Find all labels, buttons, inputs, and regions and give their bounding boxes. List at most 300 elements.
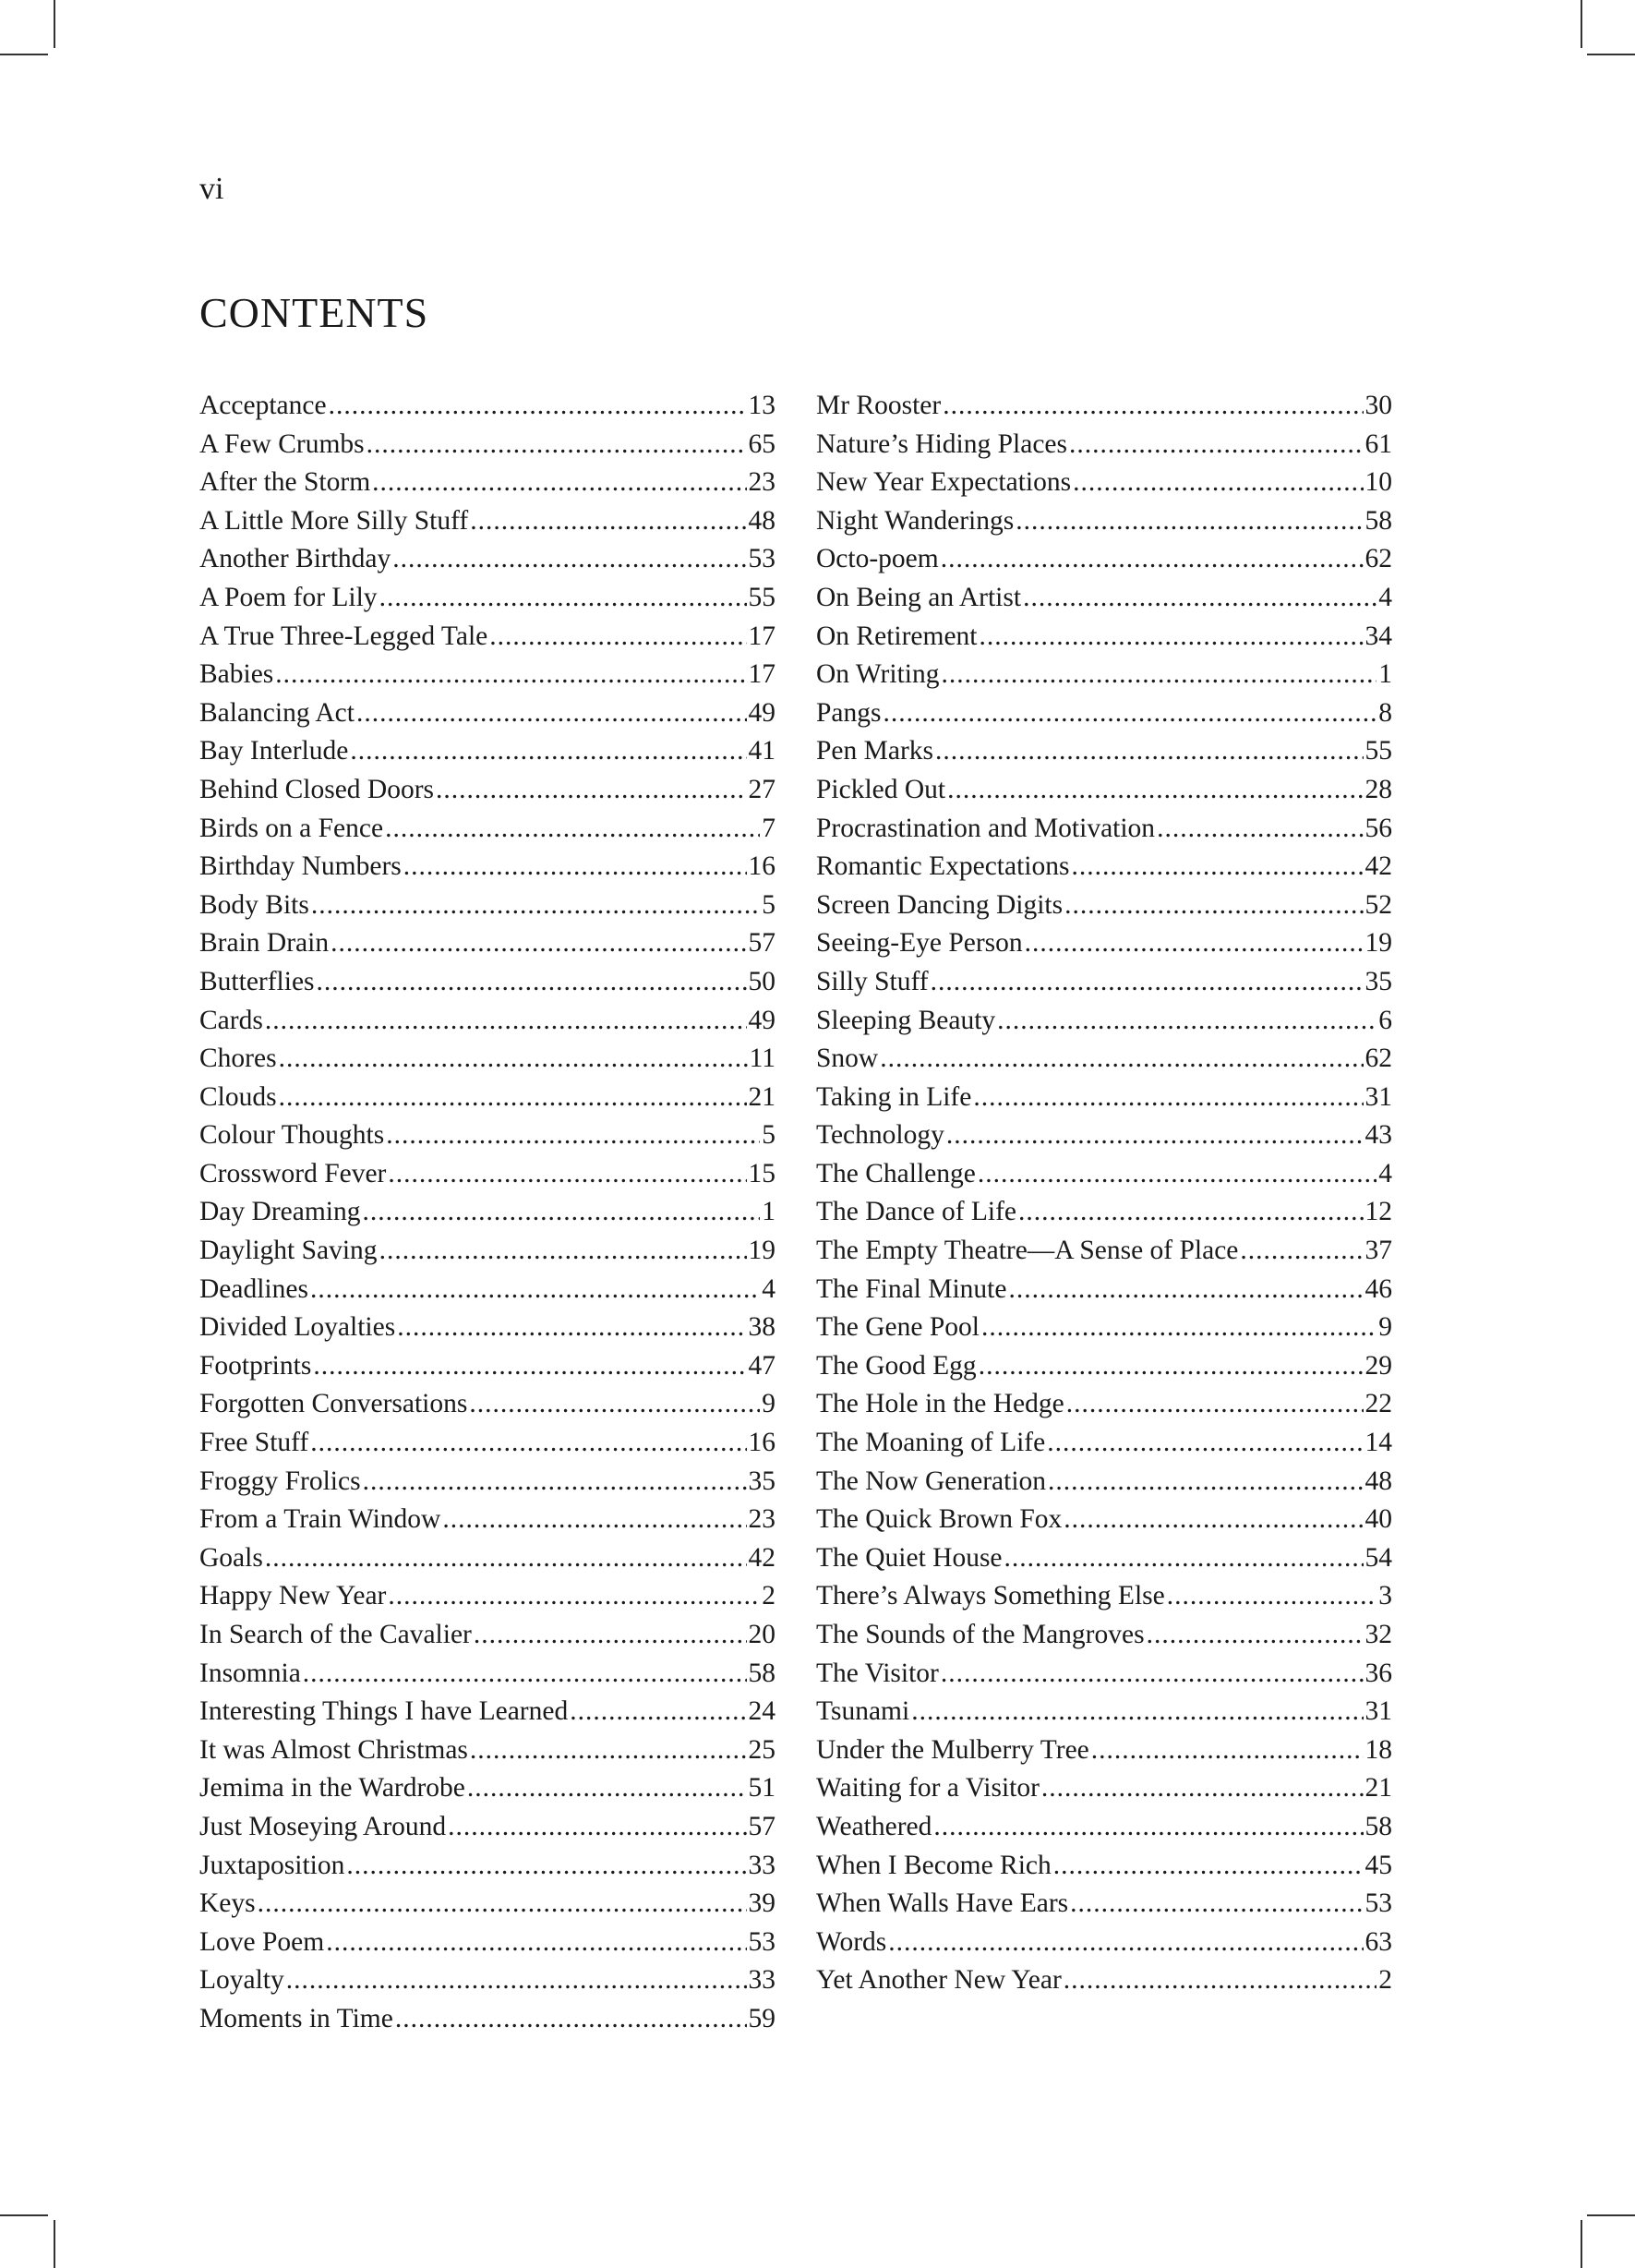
toc-entry-page: 53 xyxy=(1365,1888,1392,1919)
toc-entry xyxy=(816,694,1392,733)
toc-entry-title: Jemima in the Wardrobe xyxy=(199,1773,465,1804)
dot-leader xyxy=(313,1347,746,1386)
dot-leader xyxy=(880,1040,1363,1079)
dot-leader xyxy=(436,771,746,810)
toc-entry-title: Procrastination and Motivation xyxy=(816,813,1156,843)
toc-entry xyxy=(199,1385,775,1424)
dot-leader xyxy=(1073,464,1363,502)
toc-entry xyxy=(816,464,1392,502)
toc-entry xyxy=(816,1040,1392,1079)
toc-entry-title: Yet Another New Year xyxy=(816,1965,1062,1996)
dot-leader xyxy=(310,1424,746,1463)
toc-entry xyxy=(199,1155,775,1194)
toc-entry xyxy=(199,426,775,464)
dot-leader xyxy=(331,924,746,963)
toc-entry xyxy=(816,1539,1392,1578)
toc-entry xyxy=(199,1347,775,1386)
dot-leader xyxy=(1016,502,1363,541)
crop-mark-top-left-horizontal xyxy=(0,54,48,55)
toc-entry xyxy=(199,1885,775,1924)
dot-leader xyxy=(1041,1769,1364,1808)
toc-entry xyxy=(199,1655,775,1694)
toc-entry xyxy=(199,2000,775,2039)
toc-entry xyxy=(816,1731,1392,1770)
toc-entry-page: 10 xyxy=(1365,467,1392,498)
toc-entry-page: 19 xyxy=(1365,928,1392,959)
toc-entry-page: 22 xyxy=(1365,1389,1392,1419)
toc-entry-title: Taking in Life xyxy=(816,1081,972,1112)
toc-entry-page: 21 xyxy=(1365,1773,1392,1804)
toc-entry xyxy=(816,1193,1392,1232)
toc-entry-page: 39 xyxy=(748,1888,775,1919)
toc-entry-page: 2 xyxy=(762,1581,775,1611)
dot-leader xyxy=(303,1655,747,1694)
toc-entry-page: 4 xyxy=(1378,582,1392,612)
toc-entry-page: 55 xyxy=(748,582,775,612)
toc-entry-page: 57 xyxy=(748,928,775,959)
dot-leader xyxy=(448,1808,746,1847)
toc-entry-page: 18 xyxy=(1365,1734,1392,1765)
toc-entry-page: 38 xyxy=(748,1312,775,1343)
toc-entry-title: New Year Expectations xyxy=(816,467,1072,498)
toc-entry-title: Weathered xyxy=(816,1811,932,1841)
toc-entry-title: From a Train Window xyxy=(199,1504,441,1535)
toc-entry-page: 42 xyxy=(748,1542,775,1573)
toc-entry xyxy=(199,1116,775,1155)
crop-mark-top-right-horizontal xyxy=(1587,54,1635,55)
toc-entry-page: 17 xyxy=(748,659,775,690)
dot-leader xyxy=(279,1040,748,1079)
toc-entry-page: 21 xyxy=(748,1081,775,1112)
toc-entry-title: Acceptance xyxy=(199,391,327,420)
toc-entry-page: 41 xyxy=(748,736,775,766)
dot-leader xyxy=(470,502,746,541)
toc-entry xyxy=(816,1463,1392,1502)
toc-entry xyxy=(816,1079,1392,1117)
toc-entry xyxy=(816,618,1392,657)
crop-mark-bottom-right-horizontal xyxy=(1587,2214,1635,2216)
toc-entry-title: Words xyxy=(816,1926,887,1957)
dot-leader xyxy=(310,1271,760,1309)
toc-entry xyxy=(199,464,775,502)
dot-leader xyxy=(1064,1501,1363,1539)
toc-entry-title: The Challenge xyxy=(816,1158,976,1188)
toc-entry xyxy=(199,540,775,579)
toc-entry xyxy=(816,1309,1392,1347)
toc-entry-page: 62 xyxy=(1365,544,1392,574)
toc-entry-title: The Good Egg xyxy=(816,1350,977,1381)
toc-entry xyxy=(816,1271,1392,1309)
toc-entry-page: 65 xyxy=(748,428,775,459)
dot-leader xyxy=(442,1501,746,1539)
toc-entry-page: 63 xyxy=(1365,1926,1392,1957)
toc-entry-title: Screen Dancing Digits xyxy=(816,889,1064,920)
toc-entry-page: 14 xyxy=(1365,1428,1392,1458)
dot-leader xyxy=(1025,924,1364,963)
page-number: vi xyxy=(199,172,224,206)
toc-entry-page: 6 xyxy=(1378,1005,1392,1035)
toc-entry-page: 61 xyxy=(1365,428,1392,459)
toc-entry-title: In Search of the Cavalier xyxy=(199,1620,472,1649)
dot-leader xyxy=(1064,887,1363,925)
dot-leader xyxy=(1147,1616,1364,1655)
toc-entry-title: The Quiet House xyxy=(816,1542,1003,1573)
dot-leader xyxy=(362,1193,760,1232)
toc-entry-page: 19 xyxy=(748,1236,775,1266)
toc-entry-page: 62 xyxy=(1365,1044,1392,1074)
dot-leader xyxy=(1023,579,1377,618)
toc-entry-page: 1 xyxy=(1378,659,1392,690)
toc-entry xyxy=(816,1155,1392,1194)
toc-entry-page: 7 xyxy=(762,813,775,843)
toc-entry xyxy=(816,426,1392,464)
toc-entry-title: Daylight Saving xyxy=(199,1236,378,1266)
toc-entry-title: After the Storm xyxy=(199,467,371,498)
toc-entry-page: 4 xyxy=(1378,1158,1392,1188)
dot-leader xyxy=(941,540,1364,579)
dot-leader xyxy=(933,1808,1363,1847)
toc-entry xyxy=(199,1463,775,1502)
dot-leader xyxy=(392,540,746,579)
toc-entry xyxy=(199,694,775,733)
toc-entry-page: 17 xyxy=(748,621,775,651)
toc-entry-title: The Empty Theatre—A Sense of Place xyxy=(816,1236,1239,1266)
toc-entry xyxy=(199,1577,775,1616)
toc-entry-title: Juxtaposition xyxy=(199,1850,345,1880)
toc-entry-title: On Retirement xyxy=(816,621,978,651)
toc-entry-title: Technology xyxy=(816,1120,944,1151)
toc-entry-page: 28 xyxy=(1365,774,1392,804)
dot-leader xyxy=(467,1769,747,1808)
toc-entry xyxy=(816,1769,1392,1808)
toc-entry-title: The Hole in the Hedge xyxy=(816,1389,1064,1419)
toc-entry xyxy=(816,1424,1392,1463)
toc-entry-title: The Final Minute xyxy=(816,1273,1007,1304)
toc-entry xyxy=(199,1769,775,1808)
toc-entry-title: A True Three-Legged Tale xyxy=(199,621,488,651)
toc-entry xyxy=(816,1002,1392,1041)
toc-entry-title: Love Poem xyxy=(199,1926,325,1957)
toc-entry-page: 42 xyxy=(1365,851,1392,882)
toc-entry-title: A Few Crumbs xyxy=(199,428,365,459)
toc-entry-page: 53 xyxy=(748,544,775,574)
toc-entry-title: Behind Closed Doors xyxy=(199,774,435,804)
toc-entry-title: Sleeping Beauty xyxy=(816,1005,996,1035)
toc-entry-page: 27 xyxy=(748,774,775,804)
toc-entry-title: There’s Always Something Else xyxy=(816,1581,1165,1611)
toc-entry-page: 31 xyxy=(1365,1696,1392,1727)
toc-entry xyxy=(199,618,775,657)
toc-entry-page: 33 xyxy=(748,1850,775,1880)
toc-entry-title: Deadlines xyxy=(199,1273,308,1304)
toc-entry xyxy=(816,1885,1392,1924)
toc-entry-title: The Quick Brown Fox xyxy=(816,1504,1063,1535)
toc-entry xyxy=(816,502,1392,541)
toc-entry-title: Divided Loyalties xyxy=(199,1312,396,1343)
toc-entry-page: 23 xyxy=(748,467,775,498)
toc-entry-title: Free Stuff xyxy=(199,1428,309,1458)
toc-entry-title: Pangs xyxy=(816,697,882,728)
toc-entry xyxy=(816,1501,1392,1539)
toc-entry xyxy=(816,1385,1392,1424)
toc-entry-title: The Visitor xyxy=(816,1658,939,1688)
toc-entry-title: On Being an Artist xyxy=(816,582,1022,612)
toc-entry-page: 15 xyxy=(748,1158,775,1188)
toc-entry-page: 3 xyxy=(1378,1581,1392,1611)
toc-entry-page: 49 xyxy=(748,1005,775,1035)
toc-entry-page: 8 xyxy=(1378,697,1392,728)
toc-entry xyxy=(199,1616,775,1655)
toc-entry xyxy=(199,1193,775,1232)
toc-entry-title: The Now Generation xyxy=(816,1466,1047,1496)
toc-entry-title: A Little More Silly Stuff xyxy=(199,505,469,536)
dot-leader xyxy=(1069,426,1364,464)
toc-entry xyxy=(199,1424,775,1463)
toc-entry-title: Waiting for a Visitor xyxy=(816,1773,1040,1804)
toc-entry xyxy=(199,1693,775,1731)
toc-entry-title: When Walls Have Ears xyxy=(816,1888,1069,1919)
toc-entry xyxy=(816,848,1392,887)
dot-leader xyxy=(947,771,1363,810)
toc-entry-page: 57 xyxy=(748,1811,775,1841)
toc-entry xyxy=(199,1847,775,1886)
dot-leader xyxy=(981,1309,1377,1347)
toc-entry-page: 2 xyxy=(1378,1965,1392,1996)
dot-leader xyxy=(1004,1539,1364,1578)
dot-leader xyxy=(941,656,1377,694)
dot-leader xyxy=(570,1693,746,1731)
toc-entry xyxy=(816,1961,1392,2000)
toc-entry xyxy=(816,1847,1392,1886)
toc-entry-page: 51 xyxy=(748,1773,775,1804)
toc-entry-page: 23 xyxy=(748,1504,775,1535)
toc-entry-page: 11 xyxy=(749,1044,775,1074)
toc-entry xyxy=(816,771,1392,810)
dot-leader xyxy=(372,464,746,502)
toc-entry xyxy=(199,1002,775,1041)
toc-entry-title: Just Moseying Around xyxy=(199,1811,447,1841)
dot-leader xyxy=(1167,1577,1377,1616)
dot-leader xyxy=(978,1155,1377,1194)
toc-entry-page: 35 xyxy=(1365,966,1392,996)
toc-entry-page: 59 xyxy=(748,2003,775,2033)
toc-entry xyxy=(199,924,775,963)
toc-entry-page: 29 xyxy=(1365,1350,1392,1381)
dot-leader xyxy=(329,387,747,426)
dot-leader xyxy=(1157,810,1363,849)
toc-entry-title: Mr Rooster xyxy=(816,391,942,420)
toc-entry-title: Octo-poem xyxy=(816,544,939,574)
toc-entry-title: Cards xyxy=(199,1005,263,1035)
dot-leader xyxy=(367,426,747,464)
toc-entry xyxy=(816,1924,1392,1962)
toc-entry-page: 34 xyxy=(1365,621,1392,651)
toc-entry-page: 36 xyxy=(1365,1658,1392,1688)
toc-entry xyxy=(199,771,775,810)
toc-entry-title: When I Become Rich xyxy=(816,1850,1052,1880)
toc-entry-title: Bay Interlude xyxy=(199,736,349,766)
toc-entry xyxy=(199,1961,775,2000)
dot-leader xyxy=(356,694,747,733)
dot-leader xyxy=(1047,1424,1363,1463)
toc-entry-page: 24 xyxy=(748,1696,775,1727)
dot-leader xyxy=(326,1924,746,1962)
dot-leader xyxy=(911,1693,1363,1731)
toc-entry-title: Body Bits xyxy=(199,889,309,920)
dot-leader xyxy=(1048,1463,1363,1502)
toc-entry-title: Tsunami xyxy=(816,1696,910,1727)
toc-entry xyxy=(816,887,1392,925)
toc-entry-title: Brain Drain xyxy=(199,928,330,959)
toc-entry xyxy=(199,1808,775,1847)
dot-leader xyxy=(489,618,746,657)
toc-entry xyxy=(199,1924,775,1962)
toc-entry-page: 46 xyxy=(1365,1273,1392,1304)
toc-entry xyxy=(199,732,775,771)
toc-entry-title: Nature’s Hiding Places xyxy=(816,428,1067,459)
toc-entry-title: Happy New Year xyxy=(199,1581,387,1611)
dot-leader xyxy=(1066,1385,1364,1424)
toc-entry-title: Forgotten Conversations xyxy=(199,1389,468,1419)
toc-entry xyxy=(199,963,775,1002)
toc-entry-page: 20 xyxy=(748,1620,775,1649)
toc-entry xyxy=(816,656,1392,694)
toc-entry-page: 32 xyxy=(1365,1620,1392,1649)
dot-leader xyxy=(973,1079,1363,1117)
toc-entry xyxy=(816,387,1392,426)
toc-entry-title: A Poem for Lily xyxy=(199,582,378,612)
dot-leader xyxy=(275,656,746,694)
dot-leader xyxy=(946,1116,1364,1155)
dot-leader xyxy=(388,1155,746,1194)
dot-leader xyxy=(931,963,1364,1002)
toc-entry-title: Keys xyxy=(199,1888,256,1919)
dot-leader xyxy=(397,1309,746,1347)
dot-leader xyxy=(385,810,760,849)
toc-entry-title: Day Dreaming xyxy=(199,1197,361,1227)
dot-leader xyxy=(379,1232,747,1271)
toc-entry-page: 13 xyxy=(748,391,775,420)
dot-leader xyxy=(979,1347,1364,1386)
toc-entry-title: The Gene Pool xyxy=(816,1312,980,1343)
dot-leader xyxy=(346,1847,746,1886)
dot-leader xyxy=(350,732,746,771)
toc-entry-page: 58 xyxy=(748,1658,775,1688)
dot-leader xyxy=(1091,1731,1364,1770)
toc-entry-page: 5 xyxy=(762,889,775,920)
toc-entry-title: The Sounds of the Mangroves xyxy=(816,1620,1145,1649)
toc-column-left xyxy=(199,387,775,2039)
toc-entry-page: 53 xyxy=(748,1926,775,1957)
toc-entry-page: 47 xyxy=(748,1350,775,1381)
toc-entry-title: Colour Thoughts xyxy=(199,1120,385,1151)
dot-leader xyxy=(317,963,747,1002)
dot-leader xyxy=(1070,1885,1363,1924)
toc-entry xyxy=(816,732,1392,771)
toc-entry-page: 9 xyxy=(762,1389,775,1419)
toc-entry xyxy=(199,887,775,925)
toc-entry-title: Butterflies xyxy=(199,966,315,996)
dot-leader xyxy=(935,732,1363,771)
toc-entry-page: 25 xyxy=(748,1734,775,1765)
dot-leader xyxy=(474,1616,747,1655)
toc-entry-title: Romantic Expectations xyxy=(816,851,1070,882)
toc-entry-title: Loyalty xyxy=(199,1965,284,1996)
dot-leader xyxy=(1064,1961,1377,2000)
toc-entry-page: 16 xyxy=(748,1428,775,1458)
dot-leader xyxy=(470,1731,747,1770)
toc-entry-page: 16 xyxy=(748,851,775,882)
toc-entry xyxy=(199,1731,775,1770)
toc-entry-title: It was Almost Christmas xyxy=(199,1734,468,1765)
toc-entry-page: 35 xyxy=(748,1466,775,1496)
toc-entry-title: Seeing-Eye Person xyxy=(816,928,1023,959)
dot-leader xyxy=(1008,1271,1363,1309)
toc-entry-page: 9 xyxy=(1378,1312,1392,1343)
crop-mark-top-left-vertical xyxy=(54,0,55,48)
dot-leader xyxy=(941,1655,1364,1694)
crop-mark-bottom-left-horizontal xyxy=(0,2214,48,2216)
dot-leader xyxy=(980,618,1364,657)
toc-entry-title: Insomnia xyxy=(199,1658,301,1688)
toc-entry-title: Balancing Act xyxy=(199,697,355,728)
toc-entry xyxy=(199,1271,775,1309)
toc-entry xyxy=(816,1655,1392,1694)
toc-entry xyxy=(816,1693,1392,1731)
toc-entry-title: Pickled Out xyxy=(816,774,946,804)
dot-leader xyxy=(258,1885,747,1924)
toc-entry xyxy=(199,1232,775,1271)
toc-entry-title: The Dance of Life xyxy=(816,1197,1017,1227)
dot-leader xyxy=(395,2000,747,2039)
toc-entry-title: Footprints xyxy=(199,1350,312,1381)
contents-heading: CONTENTS xyxy=(199,289,429,336)
toc-entry xyxy=(199,1309,775,1347)
toc-entry-page: 43 xyxy=(1365,1120,1392,1151)
toc-entry-title: Goals xyxy=(199,1542,263,1573)
dot-leader xyxy=(1071,848,1363,887)
toc-entry-title: Babies xyxy=(199,659,274,690)
toc-entry-title: Pen Marks xyxy=(816,736,934,766)
dot-leader xyxy=(386,1116,760,1155)
toc-entry-title: Silly Stuff xyxy=(816,966,929,996)
toc-entry xyxy=(199,387,775,426)
dot-leader xyxy=(1053,1847,1364,1886)
dot-leader xyxy=(363,1463,747,1502)
dot-leader xyxy=(997,1002,1377,1041)
toc-entry-page: 58 xyxy=(1365,1811,1392,1841)
toc-entry-page: 45 xyxy=(1365,1850,1392,1880)
toc-entry xyxy=(199,1079,775,1117)
dot-leader xyxy=(286,1961,747,2000)
toc-entry-page: 40 xyxy=(1365,1504,1392,1535)
dot-leader xyxy=(311,887,760,925)
toc-entry-page: 33 xyxy=(748,1965,775,1996)
toc-entry xyxy=(816,924,1392,963)
toc-entry-page: 50 xyxy=(748,966,775,996)
toc-entry-page: 37 xyxy=(1365,1236,1392,1266)
toc-entry xyxy=(199,579,775,618)
toc-entry-title: Moments in Time xyxy=(199,2003,393,2033)
toc-entry-title: Another Birthday xyxy=(199,544,391,574)
toc-entry xyxy=(199,1040,775,1079)
toc-entry xyxy=(199,1539,775,1578)
toc-entry xyxy=(816,963,1392,1002)
toc-entry xyxy=(199,656,775,694)
toc-entry-page: 58 xyxy=(1365,505,1392,536)
dot-leader xyxy=(1240,1232,1363,1271)
toc-entry-page: 56 xyxy=(1365,813,1392,843)
